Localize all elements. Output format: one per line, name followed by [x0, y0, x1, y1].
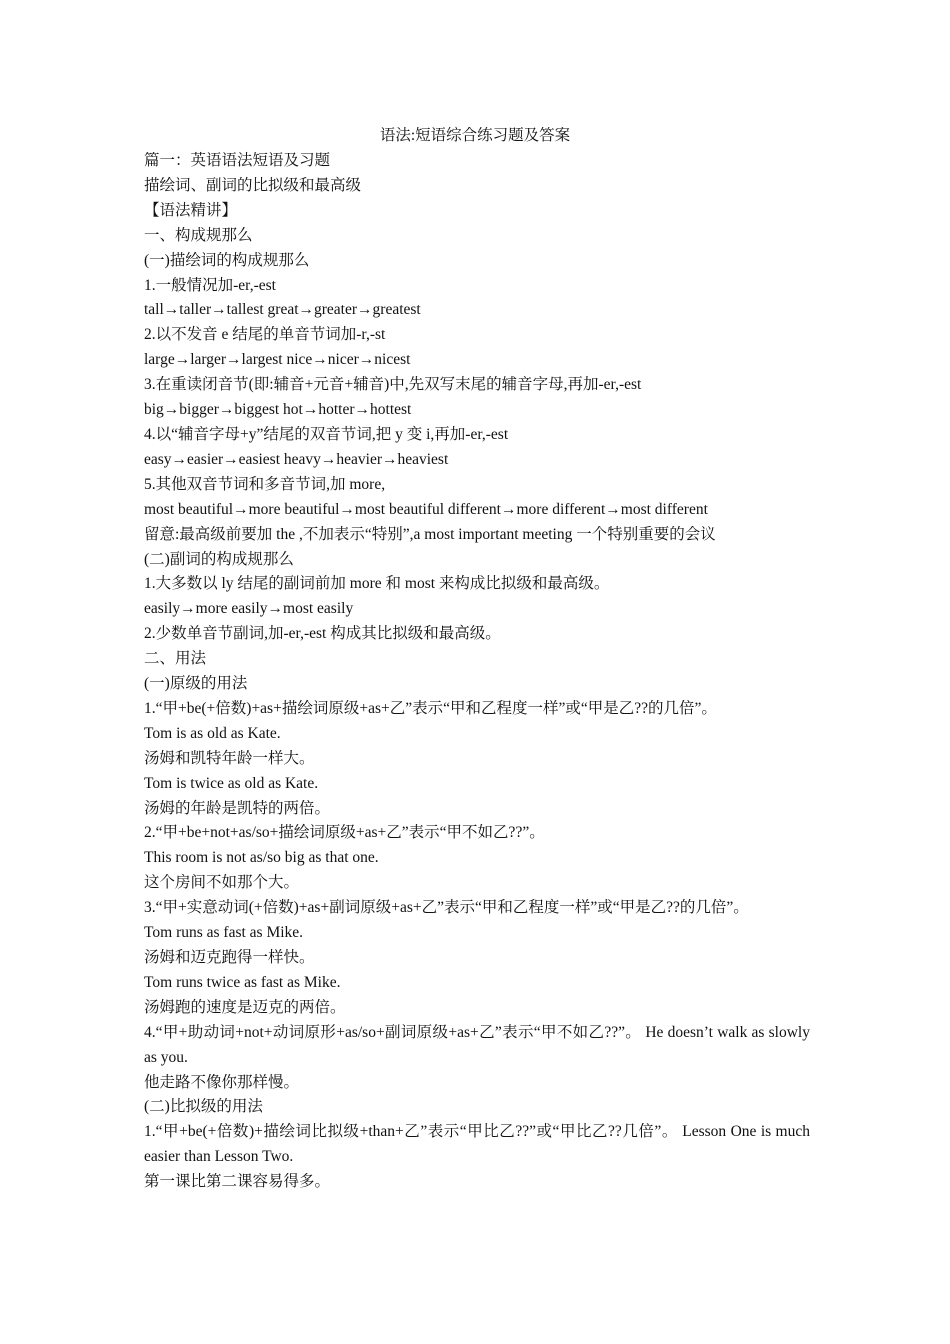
section-heading: 篇一：英语语法短语及习题 — [144, 152, 331, 169]
subsection-heading: (二)比拟级的用法 — [144, 1098, 263, 1116]
example-line: big→bigger→biggest hot→hotter→hottest — [144, 401, 412, 419]
rule-line: 5.其他双音节词和多音节词,加 more, — [144, 475, 386, 493]
translation-line: 他走路不像你那样慢。 — [144, 1073, 300, 1091]
rule-line: 1.“甲+be(+倍数)+as+描绘词原级+as+乙”表示“甲和乙程度一样”或“甲是乙??的几倍”。 — [144, 699, 717, 717]
document-body — [144, 149, 810, 1195]
translation-line: 汤姆跑的速度是迈克的两倍。 — [144, 998, 346, 1016]
translation-line: 汤姆和凯特年龄一样大。 — [144, 749, 315, 767]
example-line: easily→more easily→most easily — [144, 600, 354, 618]
example-line: most beautiful→more beautiful→most beautiful different→more different→most different — [144, 500, 708, 518]
translation-line: 这个房间不如那个大。 — [144, 874, 300, 892]
rule-line: 2.“甲+be+not+as/so+描绘词原级+as+乙”表示“甲不如乙??”。 — [144, 824, 545, 842]
rule-paragraph: 4.“甲+助动词+not+动词原形+as/so+副词原级+as+乙”表示“甲不如乙??”。 He doesn’t walk as slowly as you. — [144, 1023, 810, 1066]
translation-line: 汤姆的年龄是凯特的两倍。 — [144, 799, 331, 817]
rule-line: 2.少数单音节副词,加-er,-est 构成其比拟级和最高级。 — [144, 625, 501, 643]
translation-line: 第一课比第二课容易得多。 — [144, 1173, 331, 1191]
translation-line: 汤姆和迈克跑得一样快。 — [144, 949, 315, 966]
rule-line: 2.以不发音 e 结尾的单音节词加-r,-st — [144, 326, 386, 344]
example-line: Tom is as old as Kate. — [144, 724, 281, 742]
rule-line: 3.在重读闭音节(即:辅音+元音+辅音)中,先双写末尾的辅音字母,再加-er,-est — [144, 376, 642, 394]
subsection-heading: (一)描绘词的构成规那么 — [144, 251, 310, 269]
rule-line: 1.大多数以 ly 结尾的副词前加 more 和 most 来构成比拟级和最高级。 — [144, 575, 610, 593]
rule-line: 4.以“辅音字母+y”结尾的双音节词,把 y 变 i,再加-er,-est — [144, 425, 509, 443]
example-line: tall→taller→tallest great→greater→greatest — [144, 301, 421, 319]
example-line: This room is not as/so big as that one. — [144, 849, 379, 867]
rule-paragraph: 3.“甲+实意动词(+倍数)+as+副词原级+as+乙”表示“甲和乙程度一样”或“甲是乙??的几倍”。 — [144, 899, 749, 917]
example-line: Tom runs twice as fast as Mike. — [144, 973, 341, 991]
note-line: 留意:最高级前要加 the ,不加表示“特别”,a most important meeting 一个特别重要的会议 — [144, 525, 716, 543]
example-line: large→larger→largest nice→nicer→nicest — [144, 351, 411, 369]
part-heading: 二、用法 — [144, 650, 207, 668]
subsection-heading: (一)原级的用法 — [144, 675, 248, 693]
subsection-heading: (二)副词的构成规那么 — [144, 550, 294, 568]
document-title: 语法:短语综合练习题及答案 — [379, 127, 571, 144]
grammar-heading: 【语法精讲】 — [144, 201, 238, 219]
rule-line: 1.一般情况加-er,-est — [144, 276, 276, 294]
example-line: Tom is twice as old as Kate. — [144, 774, 319, 792]
part-heading: 一、构成规那么 — [144, 226, 253, 244]
example-line: Tom runs as fast as Mike. — [144, 924, 304, 942]
topic-heading: 描绘词、副词的比拟级和最高级 — [144, 176, 362, 194]
example-line: easy→easier→easiest heavy→heavier→heaviest — [144, 450, 449, 468]
rule-paragraph: 1.“甲+be(+倍数)+描绘词比拟级+than+乙”表示“甲比乙??”或“甲比乙??几倍”。 Lesson One is much easier than Lesson Two. — [144, 1123, 810, 1166]
